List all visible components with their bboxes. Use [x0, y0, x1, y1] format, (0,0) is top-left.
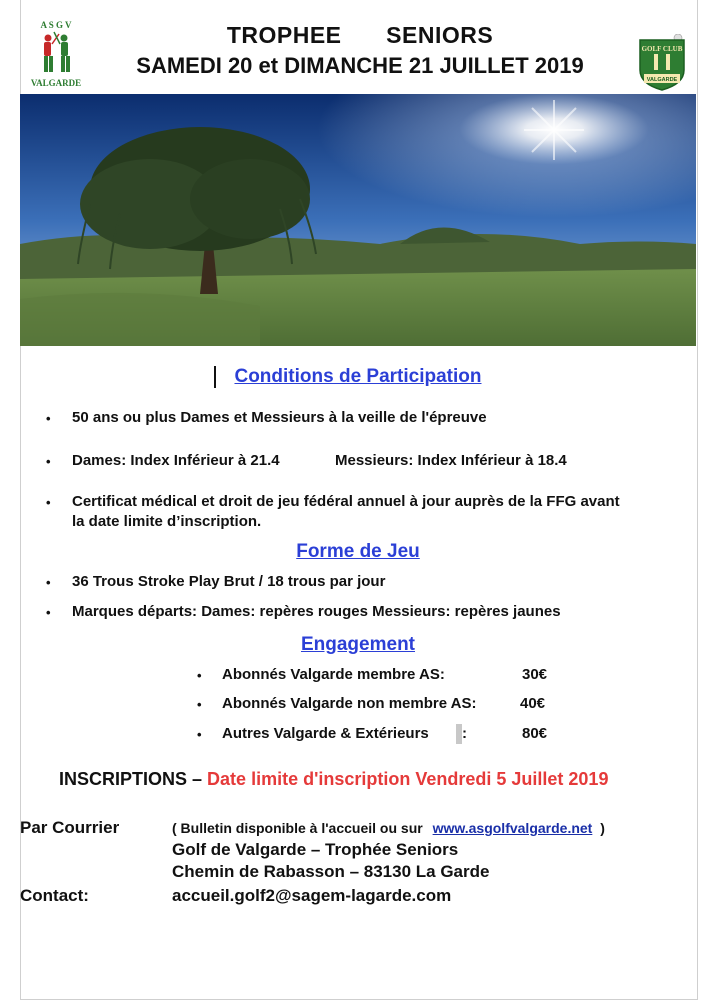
courrier-note-prefix: ( Bulletin disponible à l'accueil ou sur [172, 820, 423, 836]
fee-price-member: 30€ [522, 666, 548, 683]
event-dates: SAMEDI 20 et DIMANCHE 21 JUILLET 2019 [136, 53, 584, 78]
bullet-dot: • [46, 605, 51, 620]
logo-left-bottom-text: VALGARDE [30, 78, 82, 88]
forme-tee-markers: Marques départs: Dames: repères rouges Messieurs: repères jaunes [72, 603, 561, 620]
address-line-1: Golf de Valgarde – Trophée Seniors [172, 840, 459, 859]
inscriptions-line [59, 769, 608, 790]
bullet-dot: • [46, 411, 51, 426]
forme-title: Forme de Jeu [296, 541, 420, 562]
asgv-logo [28, 18, 84, 90]
contact-label: Contact: [20, 886, 89, 905]
page-title: TROPHEE SENIORS [226, 22, 494, 48]
condition-certificate-line2: la date limite d’inscription. [72, 513, 262, 530]
condition-certificate-line1: Certificat médical et droit de jeu fédéral annuel à jour auprès de la FFG avant [72, 493, 620, 510]
bullet-dot: • [197, 668, 202, 683]
logo-right-bottom-text: VALGARDE [646, 77, 678, 83]
bullet-dot: • [197, 697, 202, 712]
condition-index-dames: Dames: Index Inférieur à 21.4 [72, 452, 280, 469]
logo-left-top-text: A S G V [40, 20, 72, 30]
website-link[interactable]: www.asgolfvalgarde.net [432, 820, 593, 836]
fee-label-member: Abonnés Valgarde membre AS: [222, 666, 445, 683]
bullet-dot: • [46, 454, 51, 469]
address-line-2: Chemin de Rabasson – 83130 La Garde [172, 862, 490, 881]
conditions-title: Conditions de Participation [234, 366, 482, 387]
fee-price-non-member: 40€ [520, 695, 546, 712]
fee-label-non-member: Abonnés Valgarde non membre AS: [222, 695, 477, 712]
courrier-note-suffix: ) [600, 820, 605, 836]
inscriptions-deadline: Date limite d'inscription Vendredi 5 Juillet 2019 [207, 769, 609, 789]
engagement-title: Engagement [300, 634, 416, 655]
fee-price-external: 80€ [522, 725, 548, 742]
golf-course-photo [20, 94, 696, 346]
fee-label-external: Autres Valgarde & Extérieurs [222, 725, 429, 742]
courrier-label: Par Courrier [20, 818, 120, 837]
fee-colon-external: : [462, 725, 467, 742]
bullet-dot: • [46, 495, 51, 510]
contact-email[interactable]: accueil.golf2@sagem-lagarde.com [172, 886, 452, 905]
condition-age: 50 ans ou plus Dames et Messieurs à la veille de l'épreuve [72, 409, 487, 426]
courrier-note [172, 820, 605, 836]
condition-index-messieurs: Messieurs: Index Inférieur à 18.4 [335, 452, 567, 469]
logo-right-top-text: GOLF CLUB [641, 45, 683, 53]
bullet-dot: • [46, 575, 51, 590]
inscriptions-label: INSCRIPTIONS – [59, 769, 203, 789]
golf-club-valgarde-logo [636, 34, 688, 92]
forme-stroke-play: 36 Trous Stroke Play Brut / 18 trous par jour [72, 573, 386, 590]
bullet-dot: • [197, 727, 202, 742]
